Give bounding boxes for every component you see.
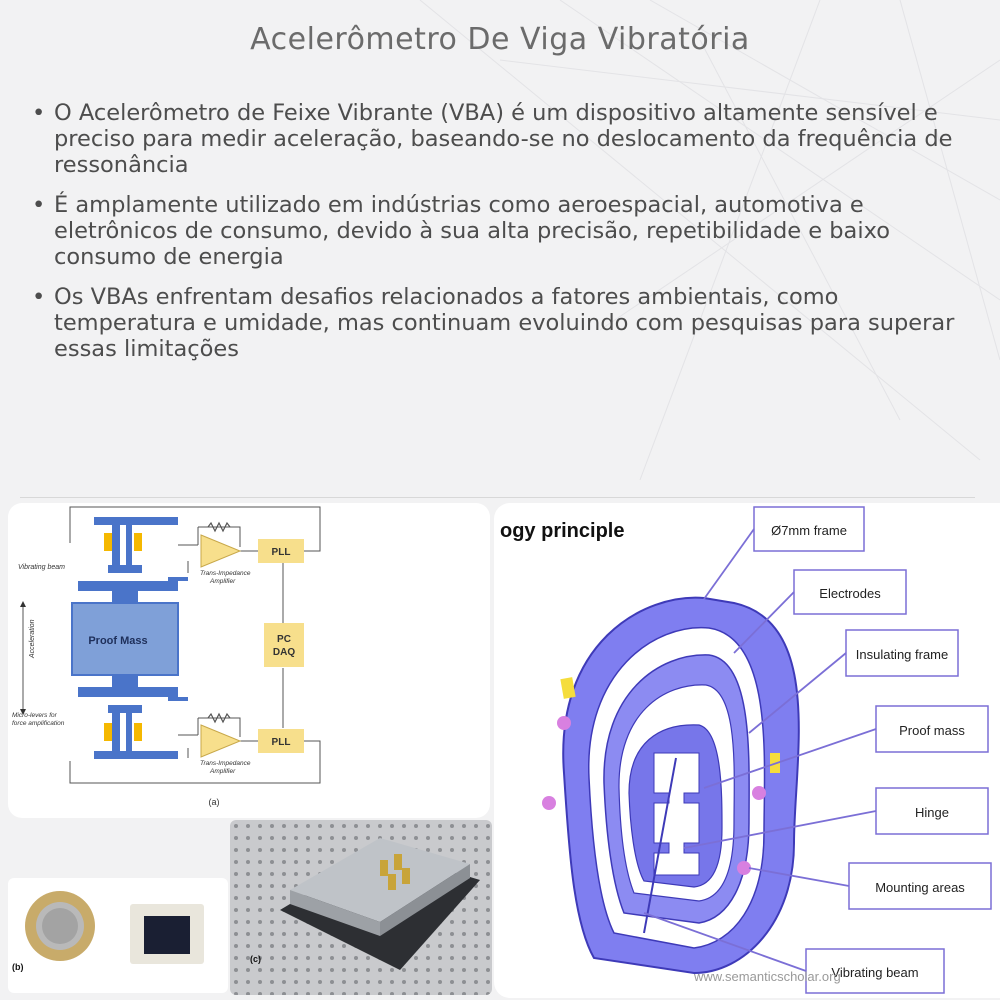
acceleration-label: Acceleration	[29, 619, 36, 658]
vba-principle-panel	[494, 503, 1000, 998]
pll-label: PLL	[271, 547, 291, 558]
vibrating-beam-label: Vibrating beam	[18, 564, 65, 571]
caption-b: (b)	[12, 962, 24, 972]
bullet-text: O Acelerômetro de Feixe Vibrante (VBA) é um dispositivo altamente sensível e preciso para medir aceleração, baseando-se no deslocamento da frequência de ressonância	[54, 100, 953, 178]
caption-c: (c)	[250, 954, 261, 964]
vba-principle-diagram	[494, 503, 1000, 998]
tia-label: Trans-Impedance	[200, 760, 251, 767]
label-insulating-frame: Insulating frame	[855, 647, 949, 662]
bullet-marker: •	[32, 100, 46, 126]
amplifier-icon	[201, 725, 240, 757]
proof-mass-label: Proof Mass	[88, 635, 148, 647]
vba-schematic-panel	[8, 503, 490, 818]
daq-label: DAQ	[272, 647, 296, 658]
bullet-item	[30, 192, 980, 270]
vba-schematic	[8, 503, 490, 818]
caption-a: (a)	[208, 797, 220, 807]
page-title: Acelerômetro De Viga Vibratória	[250, 22, 750, 57]
label-proof-mass: Proof mass	[899, 723, 965, 738]
bullet-text: Os VBAs enfrentam desafios relacionados a fatores ambientais, como temperatura e umidade, mas continuam evoluindo com pesquisas para superar essas limitações	[54, 284, 955, 362]
bullet-marker: •	[32, 284, 46, 310]
sensor-module-photo	[230, 820, 492, 995]
coin-chip-photo	[8, 878, 228, 993]
label-hinge: Hinge	[915, 805, 949, 820]
section-divider	[20, 497, 975, 498]
label-electrodes: Electrodes	[819, 586, 881, 601]
tia-label: Amplifier	[210, 768, 236, 775]
label-mounting-areas: Mounting areas	[875, 880, 965, 895]
bullet-item	[30, 100, 980, 178]
source-watermark: www.semanticscholar.org	[694, 969, 841, 984]
label-frame: Ø7mm frame	[771, 523, 847, 538]
pc-label: PC	[277, 634, 291, 645]
bullet-list	[30, 100, 980, 376]
micro-levers-label: force amplification	[12, 720, 65, 727]
tia-label: Amplifier	[210, 578, 236, 585]
pll-label: PLL	[271, 737, 291, 748]
principle-heading: ogy principle	[500, 520, 625, 542]
amplifier-icon	[201, 535, 240, 567]
daq-box	[264, 623, 304, 667]
bullet-text: É amplamente utilizado em indústrias como aeroespacial, automotiva e eletrônicos de consumo, devido à sua alta precisão, repetibilidade e baixo consumo de energia	[54, 192, 890, 270]
bullet-marker: •	[32, 192, 46, 218]
label-vibrating-beam: Vibrating beam	[831, 965, 919, 980]
bullet-item	[30, 284, 980, 362]
electrode-pad	[560, 677, 575, 699]
micro-levers-label: Micro-levers for	[12, 712, 57, 719]
tia-label: Trans-Impedance	[200, 570, 251, 577]
